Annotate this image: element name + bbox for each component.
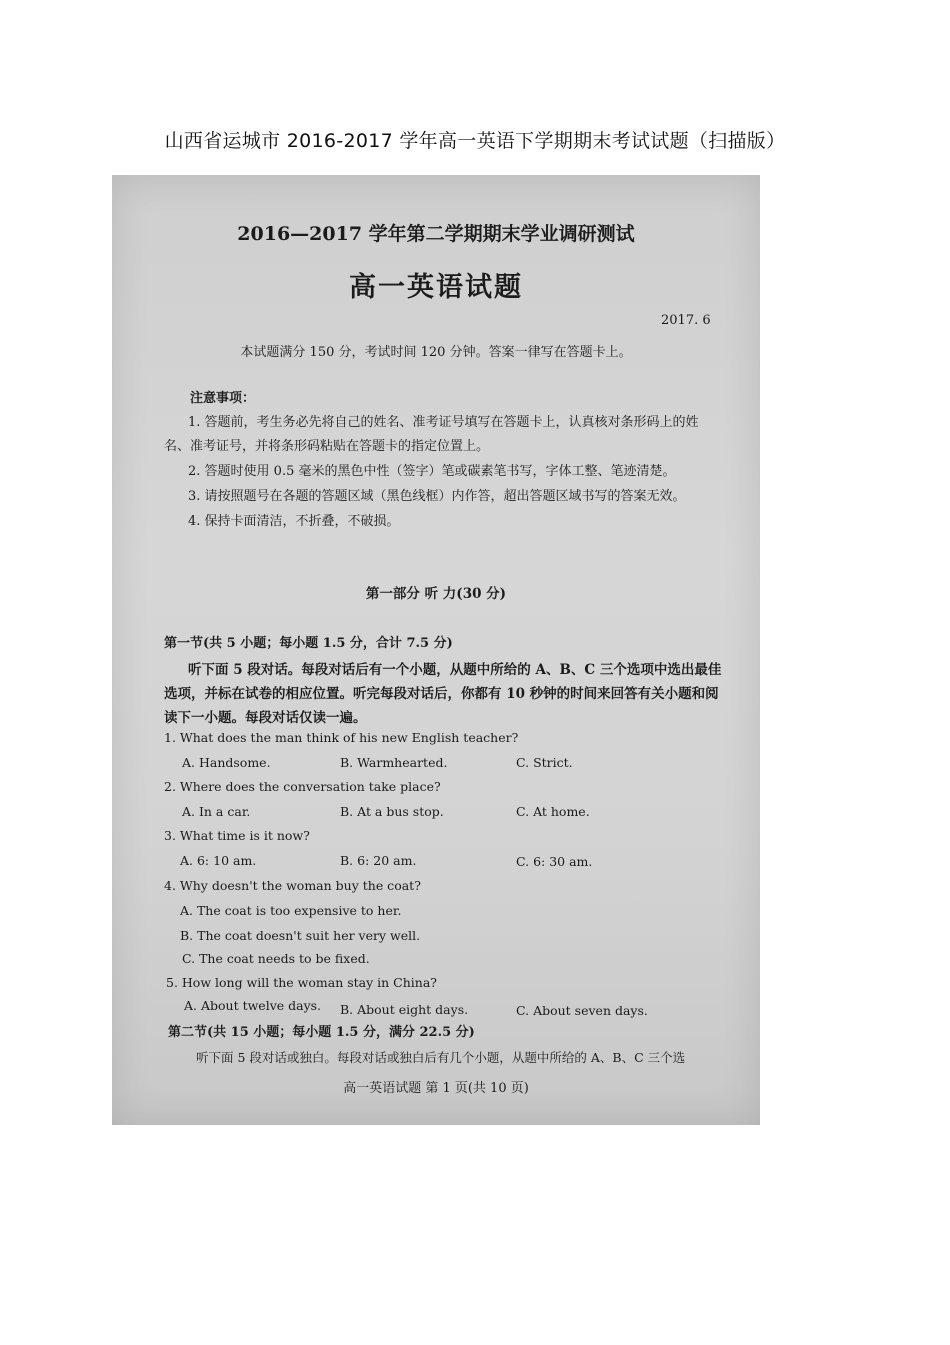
question-stem: 5. How long will the woman stay in China?: [166, 975, 437, 990]
question-stem: 3. What time is it now?: [164, 828, 310, 843]
section-instruction: 读下一小题。每段对话仅读一遍。: [164, 710, 367, 726]
notice-line: 2. 答题时使用 0.5 毫米的黑色中性（签字）笔或碳素笔书写，字体工整、笔迹清楚。: [188, 464, 676, 479]
option-a: A. The coat is too expensive to her.: [180, 903, 402, 918]
exam-title: 2016—2017 学年第二学期期末学业调研测试: [237, 223, 635, 245]
section-instruction: 听下面 5 段对话。每段对话后有一个小题，从题中所给的 A、B、C 三个选项中选出最佳: [188, 662, 722, 678]
section-heading: 第二节(共 15 小题；每小题 1.5 分，满分 22.5 分): [168, 1025, 475, 1040]
section-instruction: 选项，并标在试卷的相应位置。听完每段对话后，你都有 10 秒钟的时间来回答有关小题和阅: [164, 686, 719, 702]
exam-date: 2017. 6: [661, 313, 711, 328]
subject-title: 高一英语试题: [349, 272, 523, 303]
section-instruction: 听下面 5 段对话或独白。每段对话或独白后有几个小题，从题中所给的 A、B、C 三个选: [196, 1050, 686, 1065]
question-stem: 4. Why doesn't the woman buy the coat?: [164, 878, 421, 893]
exam-summary: 本试题满分 150 分，考试时间 120 分钟。答案一律写在答题卡上。: [240, 345, 632, 360]
notice-line: 名、准考证号，并将条形码粘贴在答题卡的指定位置上。: [164, 439, 490, 454]
notice-heading: 注意事项：: [190, 391, 256, 406]
option-c: C. Strict.: [516, 755, 573, 770]
question-stem: 2. Where does the conversation take place?: [164, 779, 441, 794]
option-a: A. About twelve days.: [184, 998, 322, 1013]
section-heading: 第一节(共 5 小题；每小题 1.5 分，合计 7.5 分): [164, 636, 453, 651]
scanned-exam-page: [112, 175, 760, 1125]
option-b: B. 6: 20 am.: [340, 853, 417, 868]
page-footer: 高一英语试题 第 1 页(共 10 页): [343, 1081, 529, 1096]
option-b: B. Warmhearted.: [340, 755, 448, 770]
option-a: A. Handsome.: [182, 755, 271, 770]
document-title: 山西省运城市 2016-2017 学年高一英语下学期期末考试试题（扫描版）: [164, 130, 786, 152]
option-c: C. The coat needs to be fixed.: [182, 951, 370, 966]
option-b: B. The coat doesn't suit her very well.: [180, 928, 421, 943]
option-c: C. About seven days.: [516, 1003, 648, 1018]
option-a: A. 6: 10 am.: [180, 853, 257, 868]
notice-line: 1. 答题前，考生务必先将自己的姓名、准考证号填写在答题卡上，认真核对条形码上的姓: [188, 415, 699, 430]
option-c: C. At home.: [516, 804, 590, 819]
option-a: A. In a car.: [182, 804, 251, 819]
part-heading: 第一部分 听 力(30 分): [365, 586, 507, 602]
notice-line: 4. 保持卡面清洁，不折叠，不破损。: [188, 514, 400, 529]
option-b: B. About eight days.: [340, 1002, 469, 1017]
notice-line: 3. 请按照题号在各题的答题区域（黑色线框）内作答，超出答题区域书写的答案无效。: [188, 489, 686, 504]
question-stem: 1. What does the man think of his new English teacher?: [164, 730, 519, 745]
option-b: B. At a bus stop.: [340, 804, 444, 819]
option-c: C. 6: 30 am.: [516, 854, 593, 869]
